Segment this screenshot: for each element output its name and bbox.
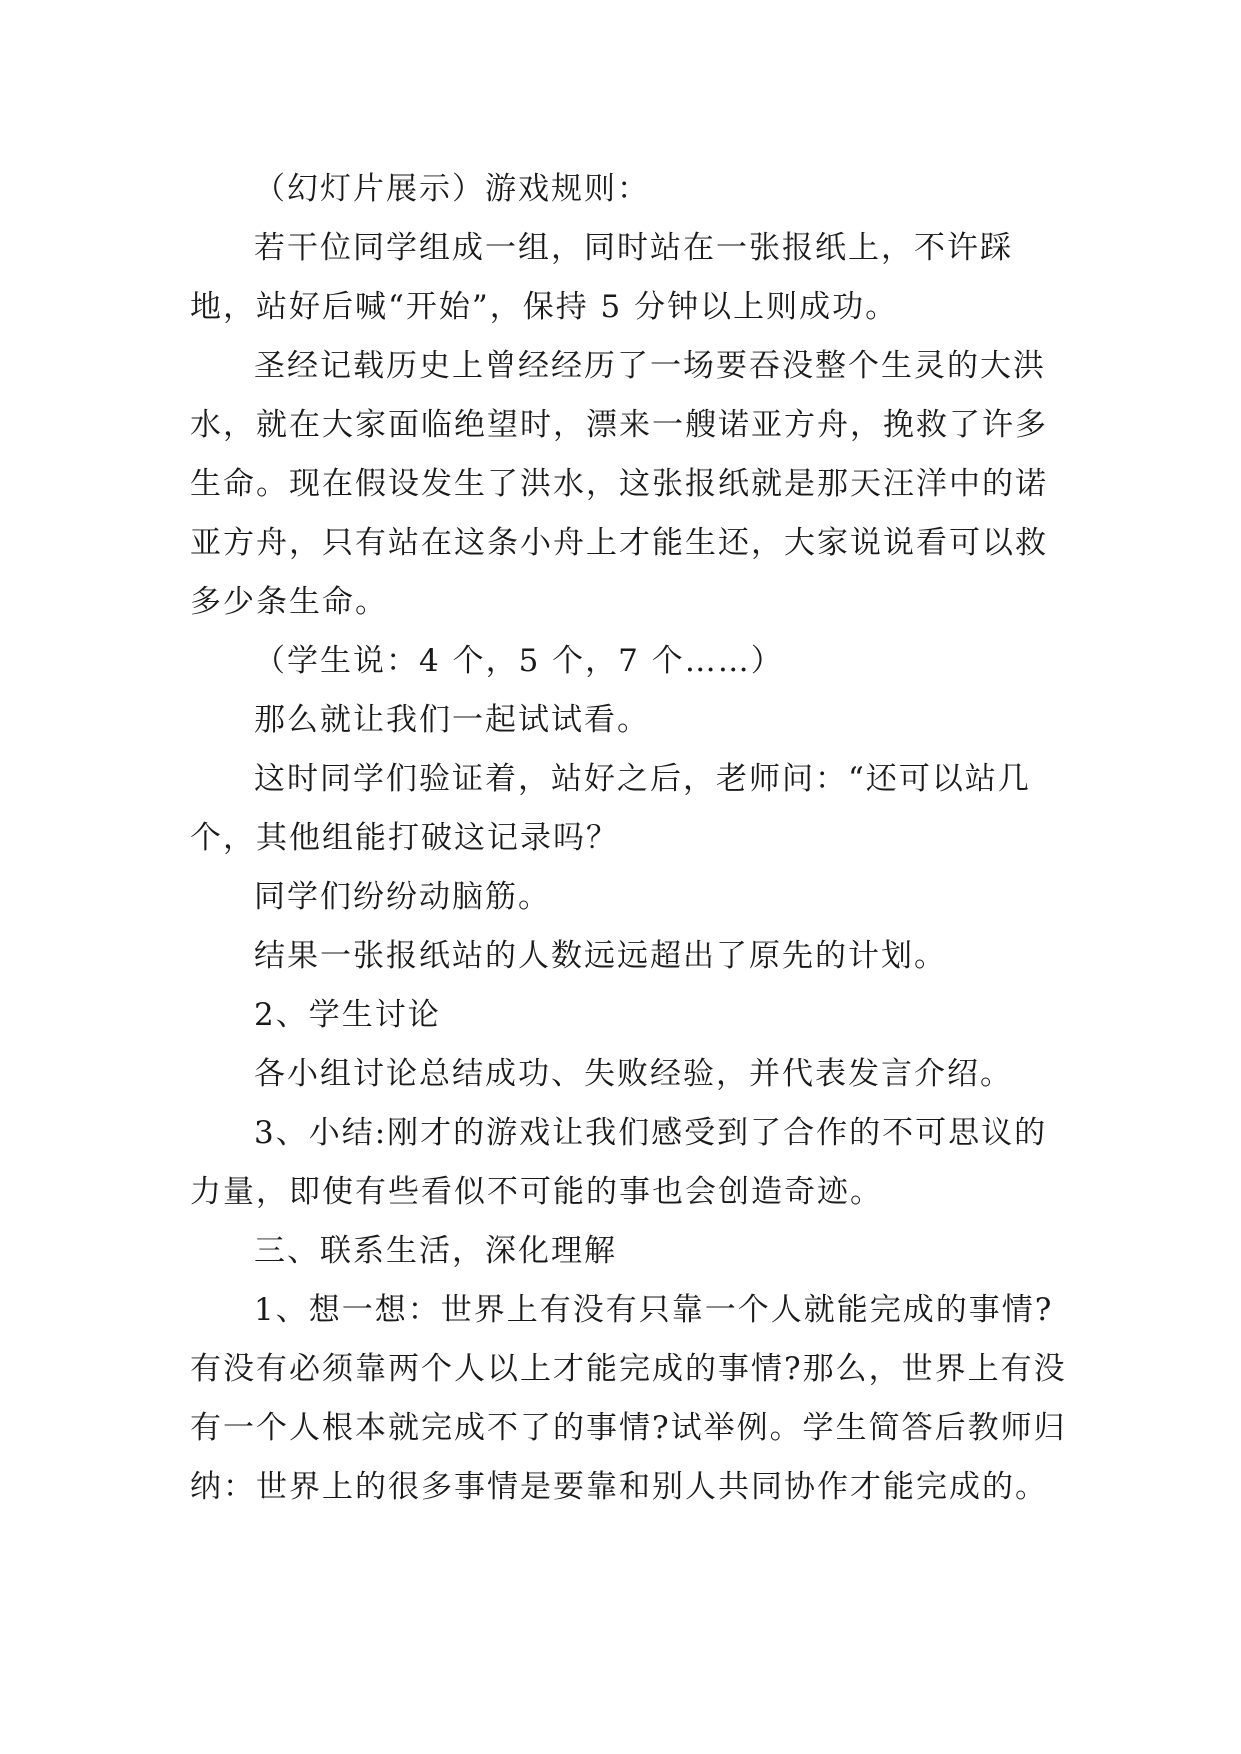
paragraph-summary: 3、小结:刚才的游戏让我们感受到了合作的不可思议的力量，即使有些看似不可能的事也会创造奇迹。 [190, 1115, 1048, 1210]
paragraph-result: 结果一张报纸站的人数远远超出了原先的计划。 [254, 938, 947, 974]
paragraph-noahs-ark-story: 圣经记载历史上曾经经历了一场要吞没整个生灵的大洪水，就在大家面临绝望时，漂来一艘诺亚方舟，挽救了许多生命。现在假设发生了洪水，这张报纸就是那天汪洋中的诺亚方舟，只有站在这条小舟上才能生还，大家说说看可以救多少条生命。 [190, 348, 1048, 620]
paragraph-slide-rules-heading: （幻灯片展示）游戏规则： [254, 171, 650, 207]
document-body [190, 160, 1070, 1517]
paragraph-game-rules: 若干位同学组成一组，同时站在一张报纸上，不许踩地，站好后喊“开始”，保持 5 分钟以上则成功。 [190, 230, 1013, 325]
paragraph-group-discussion: 各小组讨论总结成功、失败经验，并代表发言介绍。 [254, 1056, 1013, 1092]
paragraph-students-think: 同学们纷纷动脑筋。 [254, 879, 551, 915]
paragraph-teacher-question: 这时同学们验证着，站好之后，老师问：“还可以站几个，其他组能打破这记录吗？ [190, 761, 1031, 856]
paragraph-think-about-it: 1、想一想：世界上有没有只靠一个人就能完成的事情?有没有必须靠两个人以上才能完成的事情?那么，世界上有没有一个人根本就完成不了的事情?试举例。学生简答后教师归纳：世界上的很多事情是要靠和别人共同协作才能完成的。 [190, 1292, 1067, 1505]
paragraph-part-3-heading: 三、联系生活，深化理解 [254, 1233, 617, 1269]
paragraph-student-answers: （学生说：4 个，5 个，7 个……） [254, 643, 784, 679]
paragraph-section-2-heading: 2、学生讨论 [254, 997, 441, 1033]
paragraph-lets-try: 那么就让我们一起试试看。 [254, 702, 650, 738]
